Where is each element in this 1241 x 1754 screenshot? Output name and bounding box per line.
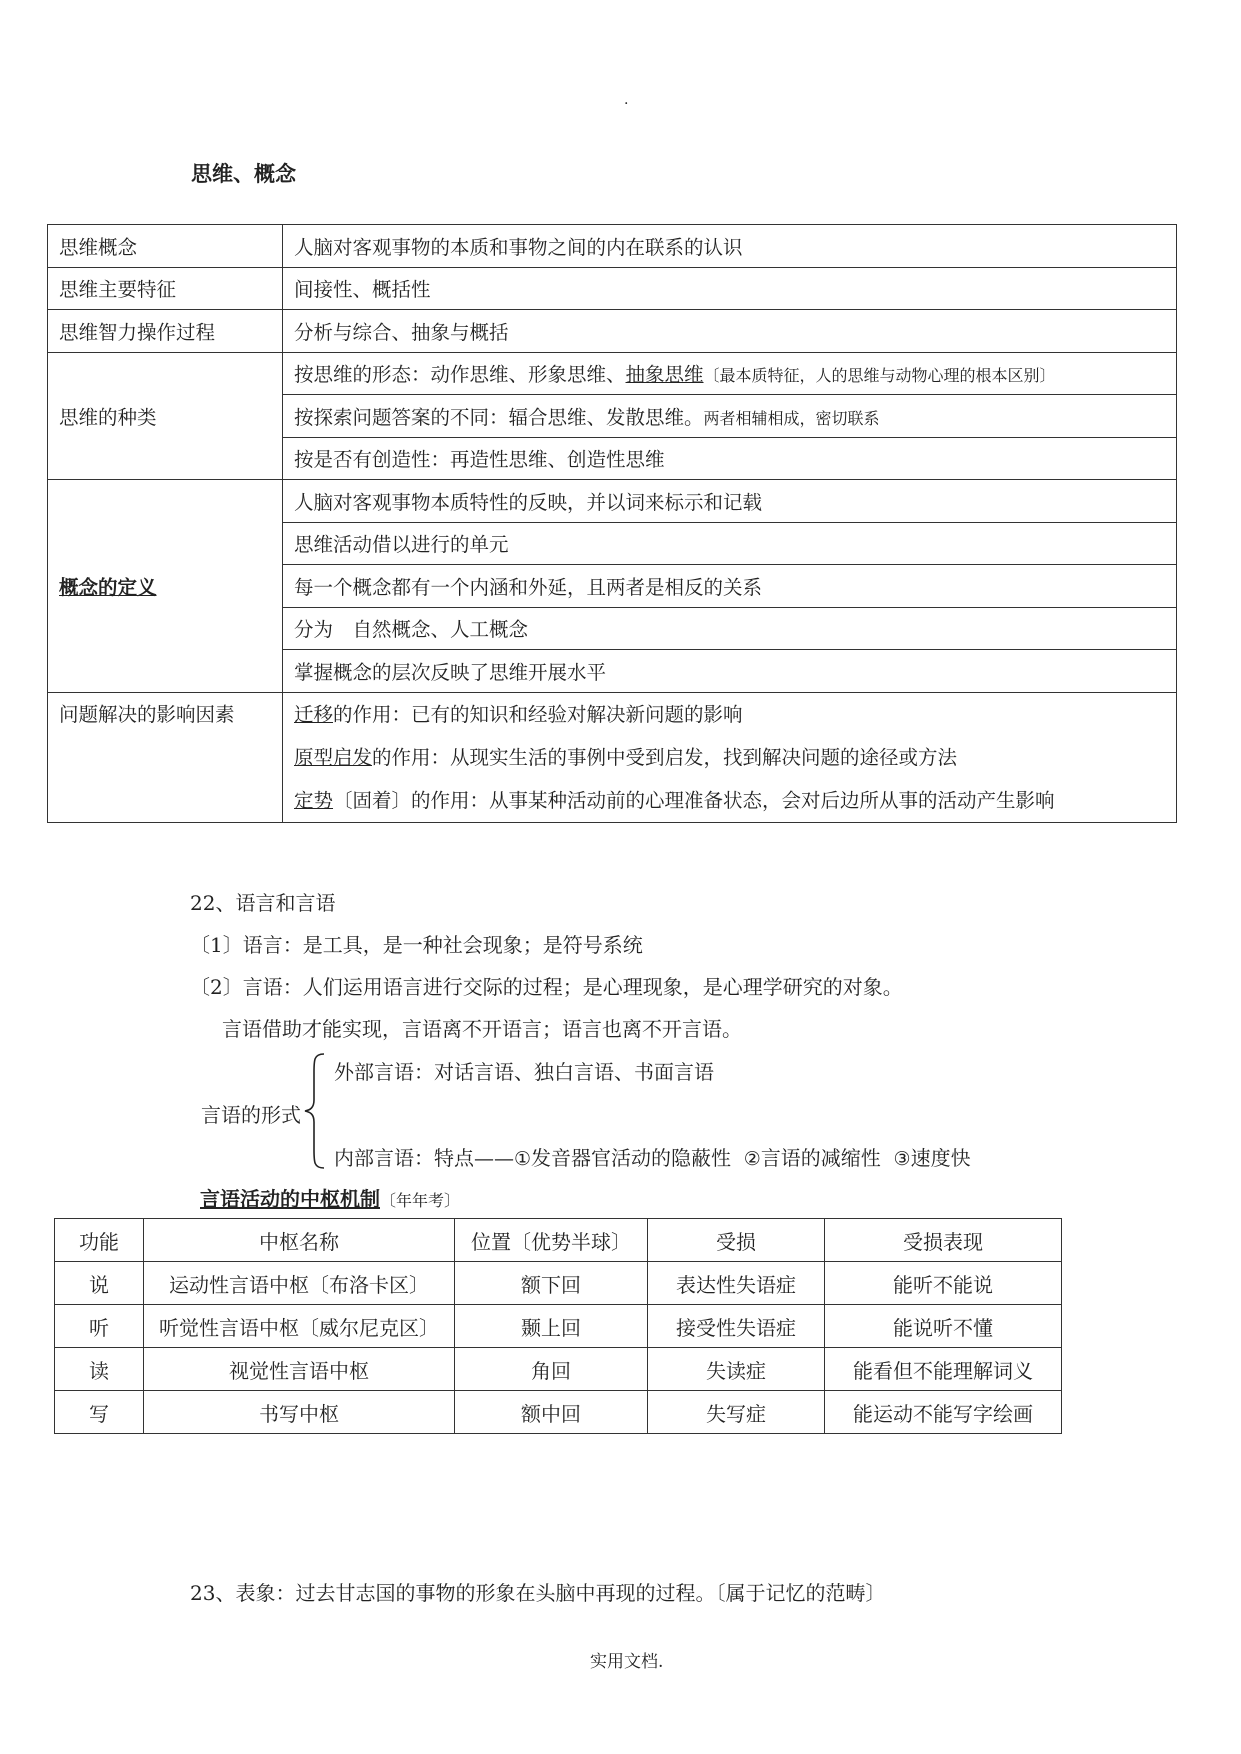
underlined-term: 迁移	[294, 702, 334, 726]
paragraph: 〔1〕语言：是工具，是一种社会现象；是符号系统	[190, 933, 643, 957]
section-title: 思维、概念	[191, 162, 296, 186]
table-cell: 额中回	[455, 1391, 648, 1434]
table-cell: 能听不能说	[825, 1262, 1062, 1305]
row-text: 分为 自然概念、人工概念	[283, 607, 1177, 650]
circled-number: ②	[743, 1148, 761, 1170]
table-cell: 听	[55, 1305, 144, 1348]
table-cell: 书写中枢	[144, 1391, 455, 1434]
table-cell: 能说听不懂	[825, 1305, 1062, 1348]
table-cell: 额下回	[455, 1262, 648, 1305]
underlined-term: 原型启发	[294, 745, 373, 769]
table-cell: 说	[55, 1262, 144, 1305]
row-text	[283, 395, 1177, 438]
row-label: 思维概念	[48, 225, 283, 268]
table-row	[48, 480, 1177, 523]
table-cell: 能看但不能理解词义	[825, 1348, 1062, 1391]
table-cell: 角回	[455, 1348, 648, 1391]
mechanism-title: 言语活动的中枢机制	[200, 1187, 380, 1211]
column-header: 中枢名称	[144, 1219, 455, 1262]
mechanism-title-line	[200, 1183, 460, 1212]
row-label	[48, 480, 283, 693]
table-cell: 能运动不能写字绘画	[825, 1391, 1062, 1434]
speech-center-table	[54, 1218, 1062, 1434]
column-header: 受损	[648, 1219, 825, 1262]
table-cell: 视觉性言语中枢	[144, 1348, 455, 1391]
table-row	[55, 1348, 1062, 1391]
row-text	[283, 352, 1177, 395]
curly-brace	[304, 1052, 326, 1170]
text-segment: 的作用：从现实生活的事例中受到启发，找到解决问题的途径或方法	[372, 745, 958, 769]
header-mark: .	[624, 92, 629, 108]
table-cell: 失读症	[648, 1348, 825, 1391]
page-footer: 实用文档.	[590, 1652, 664, 1672]
table-cell: 表达性失语症	[648, 1262, 825, 1305]
table-row	[48, 352, 1177, 395]
row-text: 掌握概念的层次反映了思维开展水平	[283, 650, 1177, 693]
definition-label: 概念的定义	[59, 575, 157, 599]
table-row	[48, 692, 1177, 822]
text-segment: 〔固着〕的作用：从事某种活动前的心理准备状态，会对后边所从事的活动产生影响	[333, 788, 1055, 812]
row-label: 问题解决的影响因素	[48, 692, 283, 822]
circled-number: ③	[893, 1148, 911, 1170]
table-header-row	[55, 1219, 1062, 1262]
row-text	[283, 692, 1177, 822]
underlined-term: 抽象思维	[625, 363, 704, 387]
row-label: 思维智力操作过程	[48, 310, 283, 353]
column-header: 受损表现	[825, 1219, 1062, 1262]
row-text: 人脑对客观事物的本质和事物之间的内在联系的认识	[283, 225, 1177, 268]
paragraph: 〔2〕言语：人们运用语言进行交际的过程；是心理现象，是心理学研究的对象。	[190, 975, 903, 999]
table-cell: 接受性失语症	[648, 1305, 825, 1348]
mechanism-note: 〔年年考〕	[380, 1191, 461, 1210]
factor-line	[294, 693, 1165, 736]
row-label: 思维主要特征	[48, 267, 283, 310]
row-text: 间接性、概括性	[283, 267, 1177, 310]
section22-heading: 22、语言和言语	[190, 891, 336, 915]
column-header: 功能	[55, 1219, 144, 1262]
row-text: 思维活动借以进行的单元	[283, 522, 1177, 565]
text-segment: 发音器官活动的隐蔽性	[531, 1146, 732, 1170]
internal-speech	[334, 1142, 971, 1171]
note-text: 两者相辅相成，密切联系	[703, 408, 880, 428]
table-cell: 听觉性言语中枢〔威尔尼克区〕	[144, 1305, 455, 1348]
table-row	[48, 225, 1177, 268]
table-cell: 写	[55, 1391, 144, 1434]
speech-forms-label: 言语的形式	[201, 1103, 301, 1127]
row-text: 每一个概念都有一个内涵和外延，且两者是相反的关系	[283, 565, 1177, 608]
paragraph: 言语借助才能实现，言语离不开语言；语言也离不开言语。	[222, 1017, 742, 1041]
factor-line	[294, 779, 1165, 822]
underlined-term: 定势	[294, 788, 334, 812]
external-speech: 外部言语：对话言语、独白言语、书面言语	[334, 1060, 714, 1084]
table-row	[48, 267, 1177, 310]
row-label: 思维的种类	[48, 352, 283, 480]
text-segment: 言语的减缩性	[760, 1146, 881, 1170]
table-row	[55, 1391, 1062, 1434]
note-text: 〔最本质特征，人的思维与动物心理的根本区别〕	[703, 366, 1056, 386]
section23-text: 23、表象：过去甘志国的事物的形象在头脑中再现的过程。〔属于记忆的范畴〕	[190, 1581, 886, 1605]
circled-number: ①	[514, 1148, 532, 1170]
thinking-concept-table	[47, 224, 1177, 823]
text-segment: 内部言语：特点——	[334, 1146, 514, 1170]
row-text: 人脑对客观事物本质特性的反映，并以词来标示和记载	[283, 480, 1177, 523]
table-cell: 读	[55, 1348, 144, 1391]
column-header: 位置〔优势半球〕	[455, 1219, 648, 1262]
text-segment: 速度快	[910, 1146, 971, 1170]
table-cell: 颞上回	[455, 1305, 648, 1348]
table-row	[48, 310, 1177, 353]
text-segment: 的作用：已有的知识和经验对解决新问题的影响	[333, 702, 743, 726]
table-row	[55, 1305, 1062, 1348]
table-row	[55, 1262, 1062, 1305]
text-segment: 按思维的形态：动作思维、形象思维、	[294, 363, 626, 387]
row-text: 分析与综合、抽象与概括	[283, 310, 1177, 353]
table-cell: 失写症	[648, 1391, 825, 1434]
row-text: 按是否有创造性：再造性思维、创造性思维	[283, 437, 1177, 480]
table-cell: 运动性言语中枢〔布洛卡区〕	[144, 1262, 455, 1305]
text-segment: 按探索问题答案的不同：辐合思维、发散思维。	[294, 405, 704, 429]
factor-line	[294, 736, 1165, 779]
